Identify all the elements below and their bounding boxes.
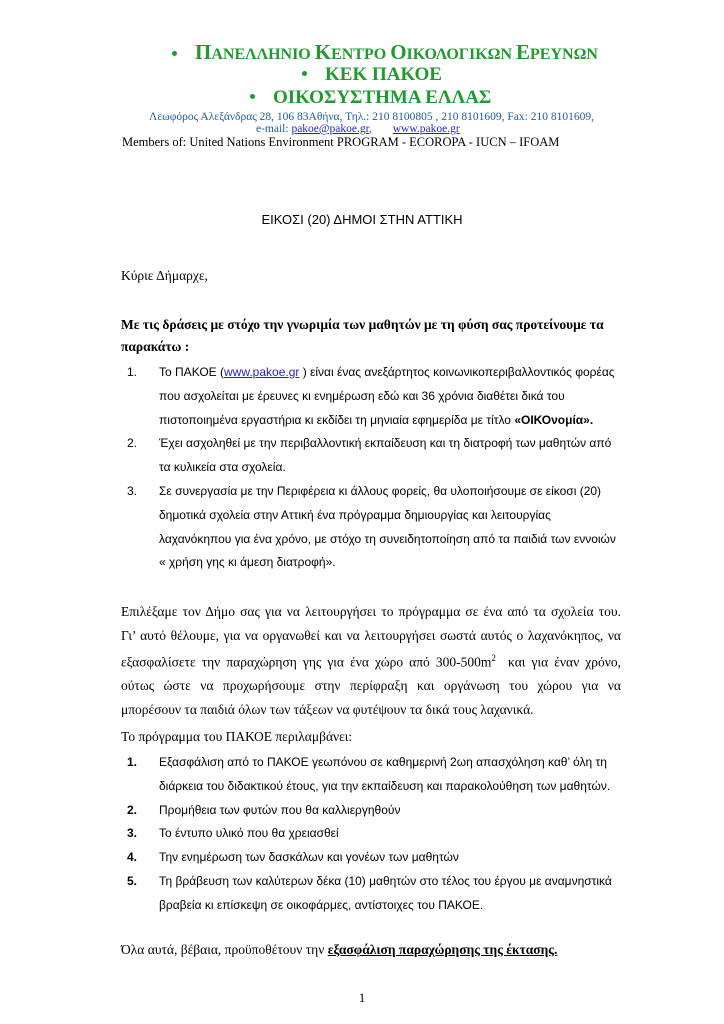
org-name-word-1: ΑΝΕΛΛΗΝΙΟ [211,46,315,63]
address-line: Λεωφόρος Αλεξάνδρας 28, 106 83Αθήνα, Τηλ.: 210 8100805 , 210 8101609, Fax: 210 8101609, [149,111,594,123]
list-number: 2. [127,802,138,817]
list-number: 2. [127,436,138,451]
kek-line [302,64,442,86]
org-name-initial-2: Κ [314,40,332,64]
list-item [121,799,621,823]
paragraph-line: Επιλέξαμε τον Δήμο σας για να λειτουργήσει το πρόγραμμα σε ένα από τα σχολεία του. [121,604,621,619]
list-number: 1. [127,755,138,769]
list-text: ) είναι ένας ανεξάρτητος κοινωνικοπεριβαλλοντικός φορέας που ασχολείται με έρευνες κι ενημέρωση εδώ και 36 χρόνια διαθέτει δικά του πιστοποιημένα εργαστήρια κι εκδίδει τη μηνιαία εφημερίδα με τίτλο [159,365,615,427]
list-number: 3. [127,826,138,841]
list-text: Προμήθεια των φυτών που θα καλλιεργηθούν [159,802,401,817]
body-paragraph [121,600,621,721]
list-item [121,751,621,799]
ecosystem-name: ΟΙΚΟΣΥΣΤΗΜΑ ΕΛΛΑΣ [273,87,492,108]
intro-paragraph: Με τις δράσεις με στόχο την γνωριμία των μαθητών με τη φύση σας προτείνουμε τα παρακάτω : [121,317,604,354]
org-name-word-2: ΕΝΤΡΟ [331,46,391,63]
greeting: Κύριε Δήμαρχε, [121,268,208,283]
org-name-initial-3: Ο [390,40,407,64]
paragraph-line [121,647,621,674]
kek-name: ΚΕΚ ΠΑΚΟΕ [325,64,442,85]
document-title: ΕΙΚΟΣΙ (20) ΔΗΜΟΙ ΣΤΗΝ ΑΤΤΙΚΗ [261,212,463,227]
org-name-initial-4: Ε [516,40,531,64]
email-separator: , [368,123,372,135]
org-name-initial-1: Π [195,40,212,64]
closing-emphasis: εξασφάλιση παραχώρησης της έκτασης. [327,942,558,957]
ecosystem-line [250,87,491,109]
bullet-icon [172,51,177,56]
contact-line [256,123,460,135]
members-line: Members of: United Nations Environment PROGRAM - ECOROPA - IUCN – IFOAM [122,135,560,149]
bullet-icon [302,71,307,76]
email-label: e-mail: [256,123,289,135]
list-item [121,480,621,575]
page-number: 1 [358,990,366,1005]
paragraph-line: Γι’ αυτό θέλουμε, για να οργανωθεί και να λειτουργήσει σωστά αυτός ο λαχανόκηπος, να [121,627,621,643]
list-item [121,822,621,846]
list-number: 1. [127,365,138,379]
list-item [121,870,621,918]
list-text: Το ΠΑΚΟΕ ( [159,365,224,379]
list-text: Την ενημέρωση των δασκάλων και γονέων των μαθητών [159,850,459,865]
program-list [121,751,621,918]
program-intro: Το πρόγραμμα του ΠΑΚΟΕ περιλαμβάνει: [121,729,353,744]
website-link[interactable]: www.pakoe.gr [392,123,460,135]
newspaper-title: «ΟΙΚΟνομία». [514,412,594,427]
paragraph-line: ούτως ώστε να προχωρήσουμε στην περίφραξη και οργάνωση του χώρου για να [121,678,621,693]
list-number: 3. [127,483,138,498]
paragraph-line-text: και για έναν χρόνο, [495,654,622,670]
paragraph-line: μπορέσουν τα παιδιά όλων των τάξεων να φυτέψουν τα δικά τους λαχανικά. [121,701,534,717]
list-text: Έχει ασχοληθεί με την περιβαλλοντική εκπαίδευση και τη διατροφή των μαθητών από τα κυλικεία στα σχολεία. [159,436,612,475]
closing-sentence [121,942,557,958]
list-number: 5. [127,873,138,888]
pakoe-link[interactable]: www.pakoe.gr [224,365,300,379]
list-text: Τη βράβευση των καλύτερων δέκα (10) μαθητών στο τέλος του έργου με αναμνηστικά βραβεία κι επίσκεψη σε οικοφάρμες, αντίστοιχες του ΠΑΚΟΕ. [159,873,612,912]
list-item [121,432,621,480]
list-text: Σε συνεργασία με την Περιφέρεια κι άλλους φορείς, θα υλοποιήσουμε σε είκοσι (20) δημοτικά σχολεία στην Αττική ένα πρόγραμμα δημιουργίας και λειτουργίας λαχανόκηπου για ένα χρόνο, με στόχο τη συνειδητοποίηση από τα παιδιά των εννοιών « χρήση γης κι άμεση διατροφή». [159,483,616,570]
superscript: 2 [491,653,496,663]
list-text: Εξασφάλιση από το ΠΑΚΟΕ γεωπόνου σε καθημερινή 2ωη απασχόληση καθ’ όλη τη διάρκεια του διδακτικού έτους, για την εκπαίδευση και παρακολούθηση των μαθητών. [159,755,611,793]
email-link[interactable]: pakoe@pakoe.gr [291,123,369,135]
closing-text: Όλα αυτά, βέβαια, προϋποθέτουν την [121,942,328,957]
list-item [121,846,621,870]
list-item [121,361,621,432]
org-name-word-4: ΡΕΥΝΩΝ [530,46,598,63]
list-number: 4. [127,850,138,865]
org-name-line [172,40,598,65]
paragraph-line-text: εξασφαλίσετε την παραχώρηση γης για ένα χώρο από 300-500m [121,654,492,670]
org-name-word-3: ΙΚΟΛΟΓΙΚΩΝ [406,46,517,63]
list-text: Το έντυπο υλικό που θα χρειασθεί [159,826,339,841]
bullet-icon [250,94,255,99]
about-list [121,361,621,575]
